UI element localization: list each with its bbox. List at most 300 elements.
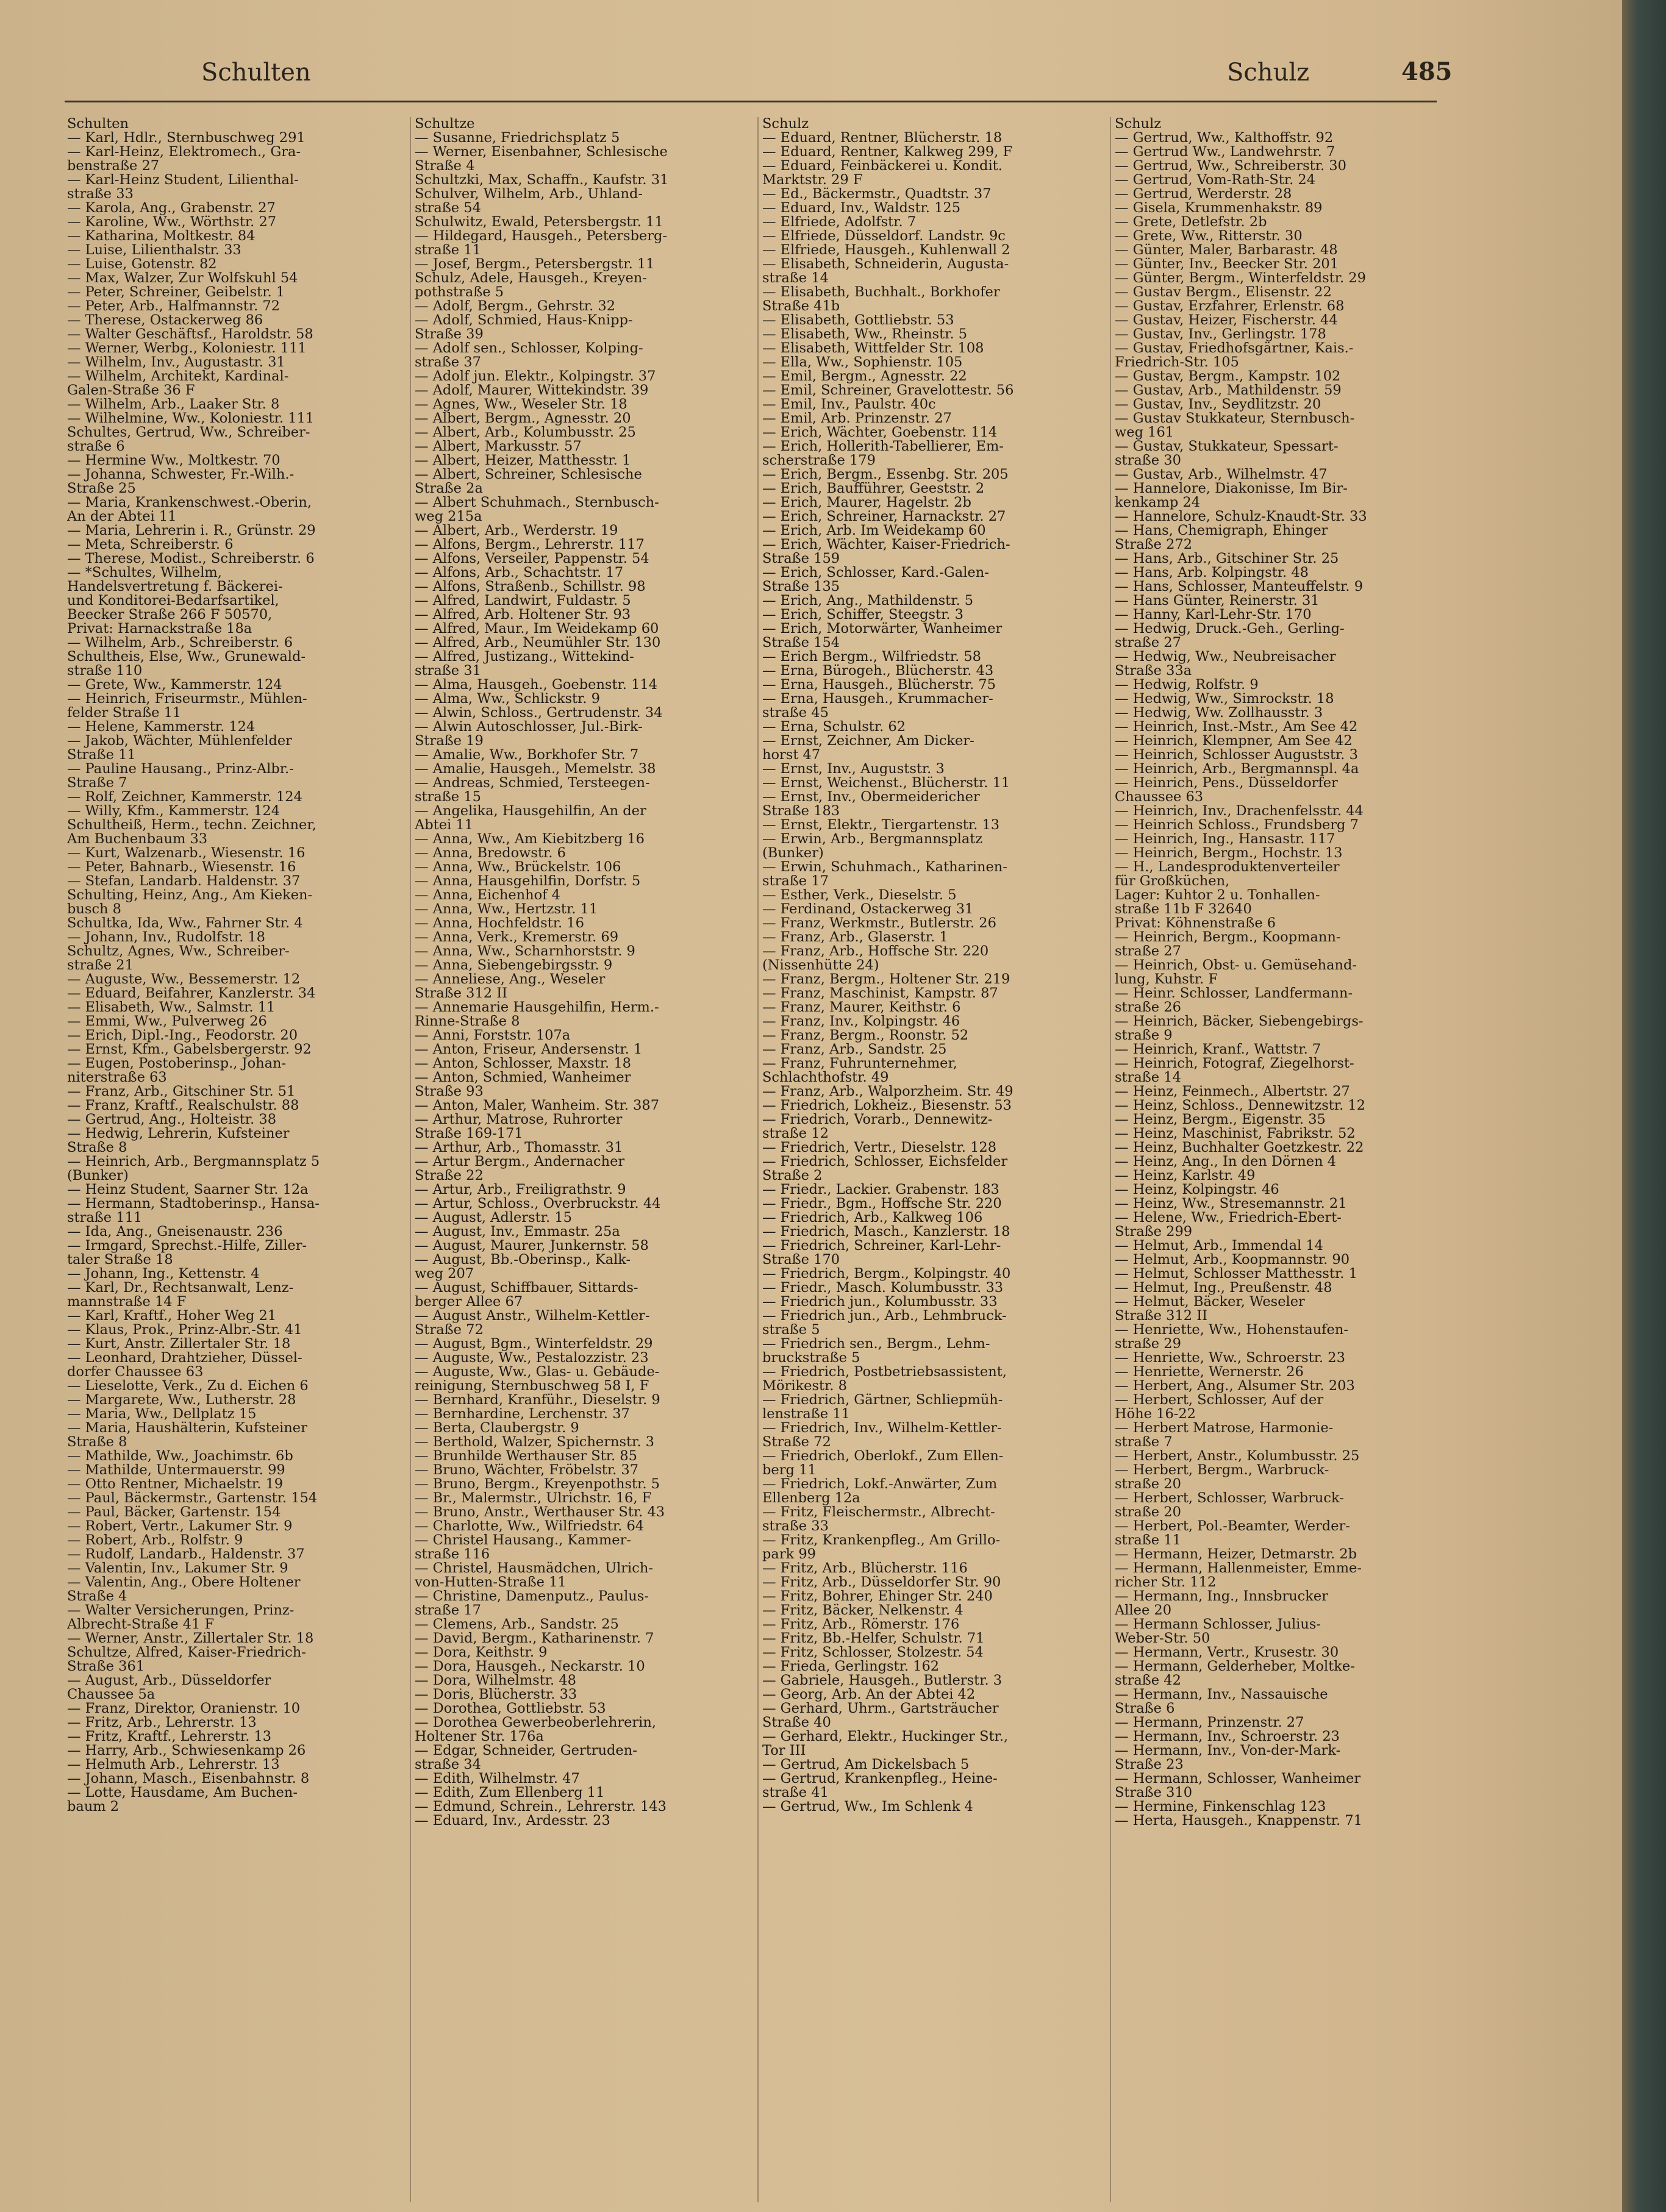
entry-line: — Friedrich, Arb., Kalkweg 106 — [762, 1211, 983, 1225]
entry-line: für Großküchen, — [1115, 874, 1230, 888]
entry-line: — Mathilde, Ww., Joachimstr. 6b — [67, 1449, 293, 1463]
entry-line: Schulz — [762, 117, 809, 131]
entry-line: — Günter, Bergm., Winterfeldstr. 29 — [1115, 271, 1366, 285]
entry-line: Straße 40 — [762, 1716, 831, 1730]
entry-line: — Karl-Heinz, Elektromech., Gra- — [67, 145, 301, 159]
entry-line: — Emil, Schreiner, Gravelottestr. 56 — [762, 384, 1014, 398]
entry-line: — Harry, Arb., Schwiesenkamp 26 — [67, 1744, 306, 1758]
entry-line: — Franz, Maschinist, Kampstr. 87 — [762, 986, 998, 1001]
entry-line: — Herbert Matrose, Harmonie- — [1115, 1421, 1334, 1435]
entry-line: Straße 299 — [1115, 1225, 1193, 1239]
entry-line: — *Schultes, Wilhelm, — [67, 566, 222, 580]
entry-line: — Christine, Damenputz., Paulus- — [415, 1589, 649, 1604]
entry-line: dorfer Chaussee 63 — [67, 1365, 204, 1379]
entry-line: — Herbert, Bergm., Warbruck- — [1115, 1463, 1329, 1477]
entry-line: — David, Bergm., Katharinenstr. 7 — [415, 1632, 654, 1646]
entry-line: — Heinrich, Bergm., Hochstr. 13 — [1115, 846, 1343, 860]
entry-line: — Irmgard, Sprechst.-Hilfe, Ziller- — [67, 1239, 307, 1253]
entry-line: — Friedrich, Vorarb., Dennewitz- — [762, 1113, 993, 1127]
entry-line: — Karl, Kraftf., Hoher Weg 21 — [67, 1309, 277, 1323]
entry-line: Straße 33a — [1115, 664, 1192, 678]
entry-line: — Karola, Ang., Grabenstr. 27 — [67, 201, 276, 215]
entry-line: straße 9 — [1115, 1029, 1173, 1043]
entry-line: — Eduard, Rentner, Blücherstr. 18 — [762, 131, 1003, 145]
entry-line: — Emil, Arb. Prinzenstr. 27 — [762, 412, 952, 426]
entry-line: — Ernst, Inv., Auguststr. 3 — [762, 762, 945, 776]
entry-line: Tor III — [762, 1744, 806, 1758]
entry-line: — Herbert, Anstr., Kolumbusstr. 25 — [1115, 1449, 1360, 1463]
entry-line: — Eugen, Postoberinsp., Johan- — [67, 1057, 287, 1071]
entry-line: Schultz, Agnes, Ww., Schreiber- — [67, 944, 290, 958]
entry-line: straße 14 — [762, 271, 829, 285]
entry-line: — Amalie, Hausgeh., Memelstr. 38 — [415, 762, 656, 776]
entry-line: — Ida, Ang., Gneisenaustr. 236 — [67, 1225, 283, 1239]
entry-line: — Helene, Ww., Friedrich-Ebert- — [1115, 1211, 1342, 1225]
entry-line: — August, Arb., Düsseldorfer — [67, 1674, 271, 1688]
entry-line: — Bernhardine, Lerchenstr. 37 — [415, 1407, 630, 1421]
entry-line: — Artur, Schloss., Overbruckstr. 44 — [415, 1197, 661, 1211]
entry-line: — Edgar, Schneider, Gertruden- — [415, 1744, 637, 1758]
entry-line: — Anna, Hochfeldstr. 16 — [415, 916, 584, 930]
entry-line: — Erna, Hausgeh., Krummacher- — [762, 692, 993, 706]
entry-line: Lager: Kuhtor 2 u. Tonhallen- — [1115, 888, 1320, 902]
entry-line: — Doris, Blücherstr. 33 — [415, 1688, 577, 1702]
entry-line: — Franz, Arb., Hoffsche Str. 220 — [762, 944, 989, 958]
entry-line: — Clemens, Arb., Sandstr. 25 — [415, 1618, 619, 1632]
entry-line: — Otto Rentner, Michaelstr. 19 — [67, 1477, 284, 1491]
entry-line: — Albert, Markusstr. 57 — [415, 440, 582, 454]
entry-line: Straße 2 — [762, 1169, 823, 1183]
entry-line: An der Abtei 11 — [67, 510, 177, 524]
entry-line: — Katharina, Moltkestr. 84 — [67, 229, 256, 243]
entry-line: — Ferdinand, Ostackerweg 31 — [762, 902, 974, 916]
column-divider — [757, 117, 759, 2202]
entry-line: — Franz, Werkmstr., Butlerstr. 26 — [762, 916, 996, 930]
entry-line: straße 111 — [67, 1211, 143, 1225]
entry-line: Am Buchenbaum 33 — [67, 832, 208, 846]
entry-line: — Adolf, Maurer, Wittekindstr. 39 — [415, 384, 649, 398]
entry-line: straße 17 — [762, 874, 829, 888]
entry-line: reinigung, Sternbuschweg 58 I, F — [415, 1379, 649, 1393]
entry-line: — Werner, Werbg., Koloniestr. 111 — [67, 341, 307, 355]
entry-line: — Eduard, Rentner, Kalkweg 299, F — [762, 145, 1013, 159]
entry-line: — Bruno, Anstr., Werthauser Str. 43 — [415, 1505, 665, 1519]
entry-line: — Dora, Wilhelmstr. 48 — [415, 1674, 576, 1688]
entry-line: — Hans, Chemigraph, Ehinger — [1115, 524, 1328, 538]
entry-line: — Erich, Baufführer, Geeststr. 2 — [762, 482, 985, 496]
entry-line: Schultes, Gertrud, Ww., Schreiber- — [67, 426, 310, 440]
entry-line: — Fritz, Krankenpfleg., Am Grillo- — [762, 1533, 1001, 1547]
entry-line: — Heinrich, Obst- u. Gemüsehand- — [1115, 958, 1357, 972]
entry-line: — Peter, Bahnarb., Wiesenstr. 16 — [67, 860, 296, 874]
entry-line: — Friedrich, Gärtner, Schliepmüh- — [762, 1393, 1003, 1407]
entry-line: — Adolf, Bergm., Gehrstr. 32 — [415, 299, 616, 313]
directory-column-3 — [762, 117, 1104, 2202]
entry-line: park 99 — [762, 1547, 816, 1561]
entry-line: weg 215a — [415, 510, 482, 524]
entry-line: — Maria, Haushälterin, Kufsteiner — [67, 1421, 307, 1435]
entry-line: — Auguste, Ww., Glas- u. Gebäude- — [415, 1365, 660, 1379]
entry-line: — Bruno, Bergm., Kreyenpothstr. 5 — [415, 1477, 660, 1491]
entry-line: straße 20 — [1115, 1505, 1181, 1519]
entry-line: — Anna, Ww., Am Kiebitzberg 16 — [415, 832, 645, 846]
entry-line: Straße 72 — [762, 1435, 831, 1449]
entry-line: — Günter, Inv., Beecker Str. 201 — [1115, 257, 1339, 271]
entry-line: Privat: Köhnenstraße 6 — [1115, 916, 1276, 930]
entry-line: — Friedr., Bgm., Hoffsche Str. 220 — [762, 1197, 1002, 1211]
entry-line: Straße 170 — [762, 1253, 840, 1267]
entry-line: — Erich, Bergm., Essenbg. Str. 205 — [762, 468, 1009, 482]
entry-line: — Herbert, Schlosser, Warbruck- — [1115, 1491, 1344, 1505]
entry-line: Schultheis, Else, Ww., Grunewald- — [67, 650, 306, 664]
entry-line: — Alfred, Arb., Neumühler Str. 130 — [415, 636, 661, 650]
entry-line: Straße 72 — [415, 1323, 484, 1337]
entry-line: — Albert, Heizer, Matthesstr. 1 — [415, 454, 631, 468]
entry-line: benstraße 27 — [67, 159, 160, 173]
entry-line: — Friedrich jun., Kolumbusstr. 33 — [762, 1295, 998, 1309]
entry-line: — Herbert, Schlosser, Auf der — [1115, 1393, 1324, 1407]
entry-line: — Hans, Schlosser, Manteuffelstr. 9 — [1115, 580, 1364, 594]
entry-line: — Gertrud, Ww., Schreiberstr. 30 — [1115, 159, 1346, 173]
entry-line: — Hildegard, Hausgeh., Petersberg- — [415, 229, 667, 243]
entry-line: horst 47 — [762, 748, 821, 762]
entry-line: — Hannelore, Diakonisse, Im Bir- — [1115, 482, 1348, 496]
entry-line: straße 11 — [1115, 1533, 1181, 1547]
entry-line: — Dorothea, Gottliebstr. 53 — [415, 1702, 606, 1716]
entry-line: — Wilhelm, Arb., Schreiberstr. 6 — [67, 636, 293, 650]
entry-line: — Erwin, Arb., Bergmannsplatz — [762, 832, 983, 846]
entry-line: Straße 23 — [1115, 1758, 1184, 1772]
entry-line: — Franz, Direktor, Oranienstr. 10 — [67, 1702, 301, 1716]
entry-line: — Fritz, Arb., Blücherstr. 116 — [762, 1561, 968, 1575]
entry-line: — Gustav, Friedhofsgärtner, Kais.- — [1115, 341, 1354, 355]
entry-line: straße 5 — [762, 1323, 820, 1337]
entry-line: — Valentin, Ang., Obere Holtener — [67, 1575, 301, 1589]
directory-column-1 — [67, 117, 409, 2202]
entry-line: — Gertrud, Ww., Im Schlenk 4 — [762, 1800, 973, 1814]
entry-line: — Helmut, Schlosser Matthesstr. 1 — [1115, 1267, 1357, 1281]
entry-line: — Fritz, Schlosser, Stolzestr. 54 — [762, 1646, 984, 1660]
entry-line: — Günter, Maler, Barbarastr. 48 — [1115, 243, 1338, 257]
entry-line: Straße 4 — [67, 1589, 127, 1604]
entry-line: Straße 25 — [67, 482, 136, 496]
entry-line: — Georg, Arb. An der Abtei 42 — [762, 1688, 976, 1702]
entry-line: — Gustav, Erzfahrer, Erlenstr. 68 — [1115, 299, 1345, 313]
entry-line: straße 30 — [1115, 454, 1181, 468]
entry-line: felder Straße 11 — [67, 706, 182, 720]
entry-line: straße 27 — [1115, 636, 1181, 650]
entry-line: — Johann, Masch., Eisenbahnstr. 8 — [67, 1772, 310, 1786]
entry-line: — Christel Hausang., Kammer- — [415, 1533, 631, 1547]
entry-line: — Alfred, Landwirt, Fuldastr. 5 — [415, 594, 631, 608]
entry-line: — Dorothea Gewerbeoberlehrerin, — [415, 1716, 656, 1730]
entry-line: — Hermann, Stadtoberinsp., Hansa- — [67, 1197, 320, 1211]
entry-line: pothstraße 5 — [415, 285, 504, 299]
entry-line: — Helmut, Bäcker, Weseler — [1115, 1295, 1305, 1309]
entry-line: — Hermann, Hallenmeister, Emme- — [1115, 1561, 1362, 1575]
entry-line: — Heinrich, Arb., Bergmannspl. 4a — [1115, 762, 1359, 776]
entry-line: — Maria, Krankenschwest.-Oberin, — [67, 496, 312, 510]
entry-line: — Alfons, Bergm., Lehrerstr. 117 — [415, 538, 645, 552]
entry-line: — Erna, Hausgeh., Blücherstr. 75 — [762, 678, 996, 692]
entry-line: — Auguste, Ww., Bessemerstr. 12 — [67, 972, 301, 986]
entry-line: — Anna, Ww., Scharnhorststr. 9 — [415, 944, 635, 958]
entry-line: Schlachthofstr. 49 — [762, 1071, 889, 1085]
entry-line: — Gisela, Krummenhakstr. 89 — [1115, 201, 1323, 215]
entry-line: Holtener Str. 176a — [415, 1730, 544, 1744]
entry-line: Straße 154 — [762, 636, 840, 650]
entry-line: — Luise, Gotenstr. 82 — [67, 257, 217, 271]
entry-line: Marktstr. 29 F — [762, 173, 863, 187]
entry-line: — Hedwig, Lehrerin, Kufsteiner — [67, 1127, 290, 1141]
entry-line: — Ernst, Weichenst., Blücherstr. 11 — [762, 776, 1010, 790]
entry-line: Allee 20 — [1115, 1604, 1172, 1618]
entry-line: — Karl, Hdlr., Sternbuschweg 291 — [67, 131, 306, 145]
entry-line: — Maria, Ww., Dellplatz 15 — [67, 1407, 257, 1421]
entry-line: — Auguste, Ww., Pestalozzistr. 23 — [415, 1351, 649, 1365]
running-head-left: Schulten — [201, 59, 311, 87]
entry-line: — August, Bgm., Winterfeldstr. 29 — [415, 1337, 653, 1351]
entry-line: — Margarete, Ww., Lutherstr. 28 — [67, 1393, 296, 1407]
entry-line: — Erwin, Schuhmach., Katharinen- — [762, 860, 1007, 874]
entry-line: — Brunhilde Werthauser Str. 85 — [415, 1449, 637, 1463]
entry-line: Schulting, Heinz, Ang., Am Kieken- — [67, 888, 313, 902]
entry-line: kenkamp 24 — [1115, 496, 1201, 510]
entry-line: — Alfred, Arb. Holtener Str. 93 — [415, 608, 631, 622]
entry-line: — Heinz, Ang., In den Dörnen 4 — [1115, 1155, 1337, 1169]
entry-line: — Friedrich, Masch., Kanzlerstr. 18 — [762, 1225, 1010, 1239]
entry-line: — Gustav Stukkateur, Sternbusch- — [1115, 412, 1355, 426]
entry-line: — Elisabeth, Ww., Salmstr. 11 — [67, 1001, 276, 1015]
entry-line: Schulwitz, Ewald, Petersbergstr. 11 — [415, 215, 663, 229]
entry-line: — Wilhelm, Architekt, Kardinal- — [67, 369, 289, 384]
entry-line: Straße 169-171 — [415, 1127, 523, 1141]
entry-line: Schultze — [415, 117, 475, 131]
entry-line: straße 110 — [67, 664, 143, 678]
entry-line: — Hans Günter, Reinerstr. 31 — [1115, 594, 1320, 608]
entry-line: — Anna, Hausgehilfin, Dorfstr. 5 — [415, 874, 641, 888]
entry-line: — Bruno, Wächter, Fröbelstr. 37 — [415, 1463, 639, 1477]
entry-line: — Hermann Schlosser, Julius- — [1115, 1618, 1321, 1632]
entry-line: — Anna, Ww., Brückelstr. 106 — [415, 860, 621, 874]
entry-line: — Ella, Ww., Sophienstr. 105 — [762, 355, 963, 369]
entry-line: — Peter, Schreiner, Geibelstr. 1 — [67, 285, 285, 299]
entry-line: — Grete, Detlefstr. 2b — [1115, 215, 1267, 229]
entry-line: — Berta, Claubergstr. 9 — [415, 1421, 579, 1435]
entry-line: — Elfriede, Hausgeh., Kuhlenwall 2 — [762, 243, 1010, 257]
entry-line: — Gabriele, Hausgeh., Butlerstr. 3 — [762, 1674, 1003, 1688]
entry-line: Straße 7 — [67, 776, 127, 790]
entry-line: — Heinz, Maschinist, Fabrikstr. 52 — [1115, 1127, 1356, 1141]
entry-line: — Elfriede, Düsseldorf. Landstr. 9c — [762, 229, 1006, 243]
entry-line: — Anton, Maler, Wanheim. Str. 387 — [415, 1099, 660, 1113]
entry-line: Schultheiß, Herm., techn. Zeichner, — [67, 818, 316, 832]
entry-line: — Alfred, Maur., Im Weidekamp 60 — [415, 622, 659, 636]
entry-line: — Hermine Ww., Moltkestr. 70 — [67, 454, 281, 468]
entry-line: — Hermann, Vertr., Krusestr. 30 — [1115, 1646, 1339, 1660]
entry-line: — Heinrich, Inst.-Mstr., Am See 42 — [1115, 720, 1358, 734]
entry-line: — Gustav, Heizer, Fischerstr. 44 — [1115, 313, 1338, 327]
entry-line: — Friedrich, Vertr., Dieselstr. 128 — [762, 1141, 997, 1155]
entry-line: — Johanna, Schwester, Fr.-Wilh.- — [67, 468, 295, 482]
entry-line: — Emmi, Ww., Pulverweg 26 — [67, 1015, 267, 1029]
entry-line: Straße 6 — [1115, 1702, 1175, 1716]
entry-line: — Fritz, Fleischermstr., Albrecht- — [762, 1505, 995, 1519]
entry-line: — Gustav, Stukkateur, Spessart- — [1115, 440, 1339, 454]
entry-line: — Eduard, Inv., Waldstr. 125 — [762, 201, 961, 215]
entry-line: (Nissenhütte 24) — [762, 958, 879, 972]
entry-line: — Gertrud, Ww., Kalthoffstr. 92 — [1115, 131, 1334, 145]
entry-line: Straße 41b — [762, 299, 840, 313]
entry-line: — Fritz, Arb., Lehrerstr. 13 — [67, 1716, 257, 1730]
entry-line: — Werner, Anstr., Zillertaler Str. 18 — [67, 1632, 314, 1646]
entry-line: — Valentin, Inv., Lakumer Str. 9 — [67, 1561, 288, 1575]
entry-line: — Hermann, Inv., Nassauische — [1115, 1688, 1328, 1702]
entry-line: — Hedwig, Rolfstr. 9 — [1115, 678, 1259, 692]
entry-line: Straße 39 — [415, 327, 484, 341]
entry-line: straße 54 — [415, 201, 481, 215]
directory-column-4 — [1115, 117, 1456, 2202]
entry-line: und Konditorei-Bedarfsartikel, — [67, 594, 279, 608]
entry-line: Weber-Str. 50 — [1115, 1632, 1210, 1646]
entry-line: — Erich, Ang., Mathildenstr. 5 — [762, 594, 974, 608]
entry-line: — Dora, Hausgeh., Neckarstr. 10 — [415, 1660, 645, 1674]
entry-line: Galen-Straße 36 F — [67, 384, 195, 398]
entry-line: straße 11b F 32640 — [1115, 902, 1252, 916]
entry-line: — Heinrich, Kranf., Wattstr. 7 — [1115, 1043, 1321, 1057]
running-head-right: Schulz — [1227, 59, 1310, 87]
entry-line: Abtei 11 — [415, 818, 473, 832]
entry-line: — Alfred, Justizang., Wittekind- — [415, 650, 634, 664]
entry-line: Mörikestr. 8 — [762, 1379, 847, 1393]
entry-line: — Erich, Hollerith-Tabellierer, Em- — [762, 440, 1004, 454]
entry-line: — Gertrud Ww., Landwehrstr. 7 — [1115, 145, 1335, 159]
entry-line: — Christel, Hausmädchen, Ulrich- — [415, 1561, 653, 1575]
entry-line: — Alwin Autoschlosser, Jul.-Birk- — [415, 720, 643, 734]
entry-line: niterstraße 63 — [67, 1071, 167, 1085]
entry-line: — Rolf, Zeichner, Kammerstr. 124 — [67, 790, 302, 804]
entry-line: — Maria, Lehrerin i. R., Grünstr. 29 — [67, 524, 316, 538]
entry-line: scherstraße 179 — [762, 454, 876, 468]
entry-line: — Anna, Eichenhof 4 — [415, 888, 560, 902]
entry-line: — August, Adlerstr. 15 — [415, 1211, 572, 1225]
entry-line: — Heinr. Schlosser, Landfermann- — [1115, 986, 1353, 1001]
entry-line: straße 116 — [415, 1547, 490, 1561]
entry-line: — Hermann, Ing., Innsbrucker — [1115, 1589, 1328, 1604]
entry-line: — Albert Schuhmach., Sternbusch- — [415, 496, 659, 510]
entry-line: — Gertrud, Vom-Rath-Str. 24 — [1115, 173, 1316, 187]
entry-line: berg 11 — [762, 1463, 817, 1477]
entry-line: — Klaus, Prok., Prinz-Albr.-Str. 41 — [67, 1323, 302, 1337]
entry-line: Straße 159 — [762, 552, 840, 566]
entry-line: Schultze, Alfred, Kaiser-Friedrich- — [67, 1646, 306, 1660]
entry-line: Straße 312 II — [415, 986, 507, 1001]
entry-line: — Heinrich, Arb., Bergmannsplatz 5 — [67, 1155, 320, 1169]
entry-line: — Hannelore, Schulz-Knaudt-Str. 33 — [1115, 510, 1367, 524]
entry-line: Rinne-Straße 8 — [415, 1015, 520, 1029]
entry-line: — Albert, Arb., Werderstr. 19 — [415, 524, 618, 538]
entry-line: — Jakob, Wächter, Mühlenfelder — [67, 734, 292, 748]
entry-line: Schulz — [1115, 117, 1162, 131]
entry-line: — Johann, Inv., Rudolfstr. 18 — [67, 930, 265, 944]
entry-line: — Gertrud, Am Dickelsbach 5 — [762, 1758, 970, 1772]
entry-line: — Gertrud, Krankenpfleg., Heine- — [762, 1772, 998, 1786]
entry-line: Privat: Harnackstraße 18a — [67, 622, 252, 636]
entry-line: — Hermann, Schlosser, Wanheimer — [1115, 1772, 1361, 1786]
entry-line: — Friedrich jun., Arb., Lehmbruck- — [762, 1309, 1007, 1323]
entry-line: — Susanne, Friedrichsplatz 5 — [415, 131, 620, 145]
entry-line: Straße 4 — [415, 159, 475, 173]
entry-line: — Anton, Schmied, Wanheimer — [415, 1071, 631, 1085]
entry-line: Straße 310 — [1115, 1786, 1193, 1800]
entry-line: — Friedrich, Oberlokf., Zum Ellen- — [762, 1449, 1004, 1463]
entry-line: — Erich, Motorwärter, Wanheimer — [762, 622, 1003, 636]
entry-line: — Gustav, Inv., Seydlitzstr. 20 — [1115, 398, 1321, 412]
entry-line: von-Hutten-Straße 11 — [415, 1575, 567, 1589]
entry-line: — Amalie, Ww., Borkhofer Str. 7 — [415, 748, 639, 762]
entry-line: Straße 8 — [67, 1435, 127, 1449]
entry-line: straße 34 — [415, 1758, 481, 1772]
entry-line: — H., Landesproduktenverteiler — [1115, 860, 1340, 874]
entry-line: — Helene, Kammerstr. 124 — [67, 720, 256, 734]
entry-line: straße 29 — [1115, 1337, 1181, 1351]
entry-line: — Peter, Arb., Halfmannstr. 72 — [67, 299, 281, 313]
entry-line: — Eduard, Inv., Ardesstr. 23 — [415, 1814, 610, 1828]
entry-line: — Anna, Bredowstr. 6 — [415, 846, 566, 860]
entry-line: — Helmut, Arb., Koopmannstr. 90 — [1115, 1253, 1350, 1267]
entry-line: — Fritz, Kraftf., Lehrerstr. 13 — [67, 1730, 272, 1744]
entry-line: — Dora, Keithstr. 9 — [415, 1646, 548, 1660]
entry-line: — Heinrich Schloss., Frundsberg 7 — [1115, 818, 1359, 832]
entry-line: — Meta, Schreiberstr. 6 — [67, 538, 234, 552]
book-spine-edge — [1622, 0, 1666, 2212]
entry-line: — Kurt, Walzenarb., Wiesenstr. 16 — [67, 846, 306, 860]
entry-line: — Ed., Bäckermstr., Quadtstr. 37 — [762, 187, 992, 201]
entry-line: — Adolf jun. Elektr., Kolpingstr. 37 — [415, 369, 656, 384]
entry-line: Chaussee 63 — [1115, 790, 1204, 804]
entry-line: — Bernhard, Kranführ., Dieselstr. 9 — [415, 1393, 660, 1407]
entry-line: — Edith, Zum Ellenberg 11 — [415, 1786, 605, 1800]
entry-line: straße 12 — [762, 1127, 829, 1141]
entry-line: — Erna, Schulstr. 62 — [762, 720, 906, 734]
entry-line: — Stefan, Landarb. Haldenstr. 37 — [67, 874, 301, 888]
entry-line: — Leonhard, Drahtzieher, Düssel- — [67, 1351, 302, 1365]
entry-line: — Ernst, Kfm., Gabelsbergerstr. 92 — [67, 1043, 312, 1057]
entry-line: — Friedrich, Bergm., Kolpingstr. 40 — [762, 1267, 1011, 1281]
entry-line: — Luise, Lilienthalstr. 33 — [67, 243, 241, 257]
entry-line: — Heinz, Buchhalter Goetzkestr. 22 — [1115, 1141, 1364, 1155]
entry-line: — Friedrich sen., Bergm., Lehm- — [762, 1337, 990, 1351]
page-number: 485 — [1401, 57, 1453, 86]
entry-line: — Esther, Verk., Dieselstr. 5 — [762, 888, 957, 902]
entry-line: straße 31 — [415, 664, 481, 678]
entry-line: — Gertrud, Ang., Holteistr. 38 — [67, 1113, 277, 1127]
entry-line: Straße 22 — [415, 1169, 484, 1183]
entry-line: — Heinrich, Klempner, Am See 42 — [1115, 734, 1353, 748]
entry-line: — Lotte, Hausdame, Am Buchen- — [67, 1786, 298, 1800]
entry-line: — Henriette, Ww., Hohenstaufen- — [1115, 1323, 1348, 1337]
entry-line: — Heinz, Kolpingstr. 46 — [1115, 1183, 1279, 1197]
entry-line: — Paul, Bäcker, Gartenstr. 154 — [67, 1505, 281, 1519]
entry-line: (Bunker) — [67, 1169, 129, 1183]
entry-line: — Emil, Bergm., Agnesstr. 22 — [762, 369, 967, 384]
entry-line: — Erich, Arb. Im Weidekamp 60 — [762, 524, 986, 538]
entry-line: — Albert, Bergm., Agnesstr. 20 — [415, 412, 631, 426]
entry-line: — Therese, Ostackerweg 86 — [67, 313, 263, 327]
entry-line: straße 21 — [67, 958, 134, 972]
entry-line: — Therese, Modist., Schreiberstr. 6 — [67, 552, 315, 566]
entry-line: — Karoline, Ww., Wörthstr. 27 — [67, 215, 277, 229]
